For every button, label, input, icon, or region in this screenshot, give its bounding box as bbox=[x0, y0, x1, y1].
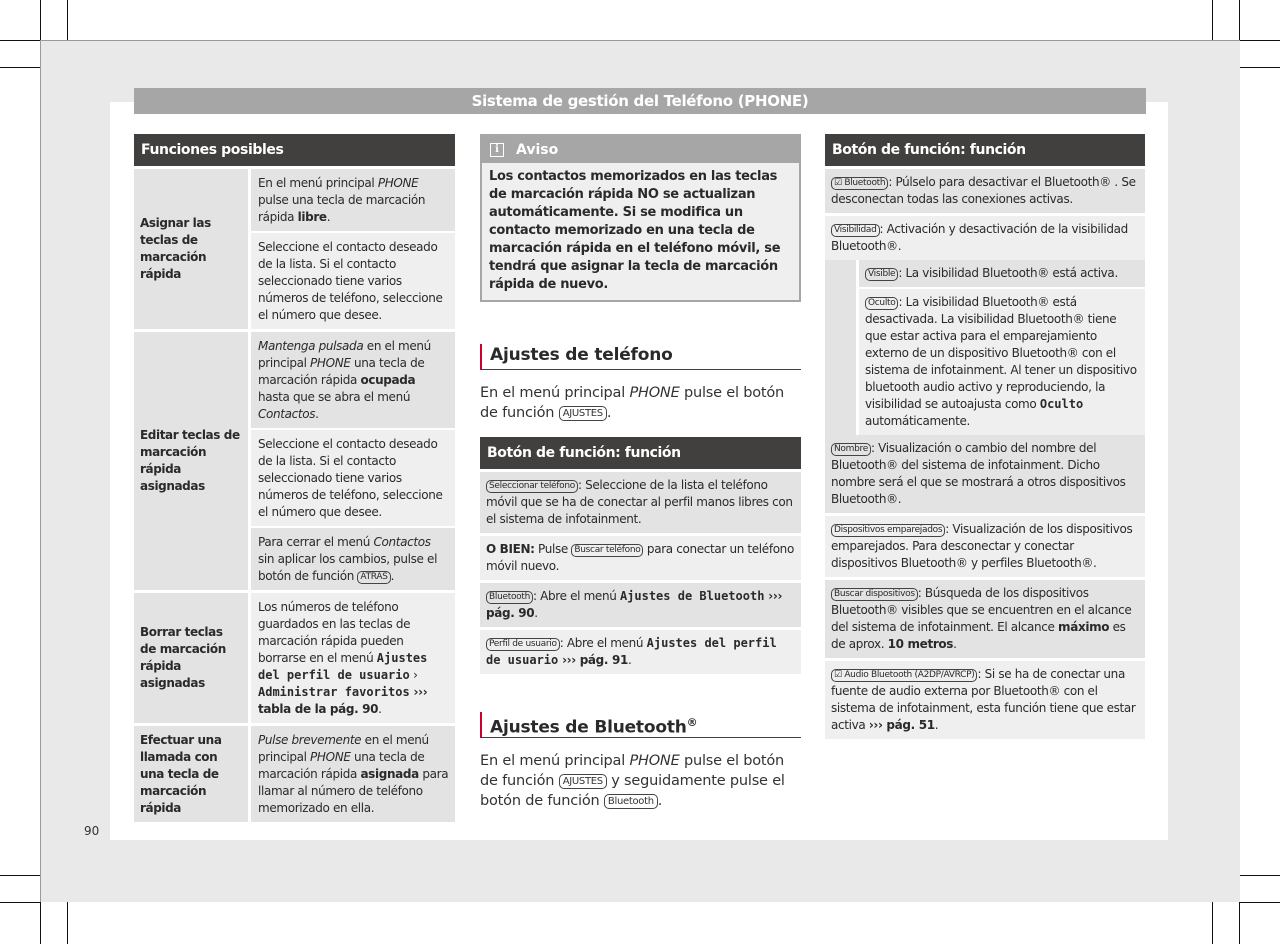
table-cell: Para cerrar el menú Contactos sin aplicar los cambios, pulse el botón de función ATRAS . bbox=[251, 526, 455, 590]
crop-mark bbox=[0, 40, 40, 41]
name-key-label: Nombre bbox=[831, 443, 871, 456]
table-row: Seleccionar teléfono : Seleccione de la lista el teléfono móvil que se ha de conectar al perfil manos libres con el sistema de infotainment. bbox=[480, 469, 801, 533]
crop-mark bbox=[1212, 902, 1213, 944]
table-cell: Mantenga pulsada en el menú principal PHONE una tecla de marcación rápida ocupada hasta que se abra el menú Contactos. bbox=[251, 332, 455, 428]
crop-mark bbox=[1240, 902, 1280, 903]
crop-mark bbox=[1240, 875, 1280, 876]
bluetooth-function-table bbox=[825, 134, 1145, 739]
info-icon: i bbox=[490, 143, 504, 157]
table-row: Buscar dispositivos : Búsqueda de los dispositivos Bluetooth® visibles que se encuentren en el alcance del sistema de infotainment. El alcance máximo es de aprox. 10 metros. bbox=[825, 577, 1145, 658]
indent-gutter bbox=[825, 260, 856, 435]
audio-bluetooth-key-label: ☑ Audio Bluetooth (A2DP/AVRCP) bbox=[831, 669, 977, 682]
table-row: ☑ Bluetooth : Púlselo para desactivar el Bluetooth® . Se desconectan todas las conexiones activas. bbox=[825, 166, 1145, 213]
crop-mark bbox=[40, 902, 41, 944]
table-cell: Pulse brevemente en el menú principal PHONE una tecla de marcación rápida asignada para llamar al número de teléfono memorizado en ella. bbox=[251, 726, 455, 822]
visibility-key-label: Visibilidad bbox=[831, 224, 880, 237]
notice-header bbox=[482, 136, 799, 163]
notice-box bbox=[480, 134, 801, 302]
table-header: Botón de función: función bbox=[825, 134, 1145, 166]
notice-title: Aviso bbox=[516, 141, 559, 158]
crop-mark bbox=[67, 902, 68, 944]
row-label: Borrar teclas de marcación rápida asignadas bbox=[134, 593, 248, 723]
table-cell: Seleccione el contacto deseado de la lista. Si el contacto seleccionado tiene varios números de teléfono, seleccione el número que desee. bbox=[251, 231, 455, 329]
bluetooth-key-label: Bluetooth bbox=[486, 591, 533, 604]
table-row: Oculto : La visibilidad Bluetooth® está desactivada. La visibilidad Bluetooth® tiene que estar activa para el emparejamiento externo de un dispositivo Bluetooth® con el sistema de infotainment. Al tener un dispositivo bluetooth audio activo y reproduciendo, la visibilidad se autoajusta como Oculto automáticamente. bbox=[859, 287, 1145, 435]
section-title-phone-settings: Ajustes de teléfono bbox=[480, 344, 801, 370]
crop-mark bbox=[0, 875, 40, 876]
user-profile-key-label: Perfil de usuario bbox=[486, 638, 560, 651]
table-header: Funciones posibles bbox=[134, 134, 455, 166]
table-row: Perfil de usuario : Abre el menú Ajustes del perfil de usuario ››› pág. 91. bbox=[480, 627, 801, 674]
page-reference-link[interactable]: ››› pág. 51 bbox=[868, 718, 935, 732]
table-row: O BIEN: Pulse Buscar teléfono para conectar un teléfono móvil nuevo. bbox=[480, 533, 801, 580]
atras-key-label: ATRAS bbox=[357, 571, 390, 584]
table-cell: Los números de teléfono guardados en las teclas de marcación rápida pueden borrarse en el menú Ajustes del perfil de usuario › Administrar favoritos ››› tabla de la pág. 90. bbox=[251, 593, 455, 723]
page-reference-link[interactable]: ››› tabla de la pág. 90 bbox=[258, 685, 428, 716]
table-row-assign bbox=[134, 166, 455, 329]
crop-mark bbox=[1240, 67, 1280, 68]
table-header: Botón de función: función bbox=[480, 437, 801, 469]
crop-mark bbox=[67, 0, 68, 40]
page-header-title: Sistema de gestión del Teléfono (PHONE) bbox=[134, 88, 1146, 114]
table-cell: Seleccione el contacto deseado de la lista. Si el contacto seleccionado tiene varios números de teléfono, seleccione el número que desee. bbox=[251, 428, 455, 526]
table-row: Bluetooth : Abre el menú Ajustes de Bluetooth ››› pág. 90. bbox=[480, 580, 801, 627]
visibility-subrows bbox=[825, 260, 1145, 435]
ajustes-key-label: AJUSTES bbox=[559, 406, 607, 421]
functions-table bbox=[134, 134, 455, 822]
crop-mark bbox=[40, 0, 41, 40]
paired-devices-key-label: Dispositivos emparejados bbox=[831, 524, 945, 537]
select-phone-key-label: Seleccionar teléfono bbox=[486, 480, 578, 493]
page-reference-link[interactable]: ››› pág. 91 bbox=[558, 653, 628, 667]
section-body: En el menú principal PHONE pulse el botón de función AJUSTES y seguidamente pulse el botón de función Bluetooth . bbox=[480, 753, 785, 809]
crop-mark bbox=[1239, 0, 1240, 40]
page-reference-link[interactable]: ››› pág. 90 bbox=[486, 589, 783, 620]
table-cell: En el menú principal PHONE pulse una tecla de marcación rápida libre. bbox=[251, 169, 455, 231]
crop-mark bbox=[1212, 0, 1213, 40]
table-row: Nombre : Visualización o cambio del nombre del Bluetooth® del sistema de infotainment. Dicho nombre será el que se mostrará a otros dispositivos Bluetooth®. bbox=[825, 435, 1145, 513]
table-row-edit bbox=[134, 329, 455, 590]
table-row-delete bbox=[134, 590, 455, 723]
table-row-call bbox=[134, 723, 455, 822]
crop-mark bbox=[1240, 40, 1280, 41]
section-body: En el menú principal PHONE pulse el botón de función AJUSTES . bbox=[480, 385, 785, 421]
page-number: 90 bbox=[84, 824, 100, 838]
table-row: Dispositivos emparejados : Visualización de los dispositivos emparejados. Para desconectar y conectar dispositivos Bluetooth® y perfiles Bluetooth®. bbox=[825, 513, 1145, 577]
section-title-bluetooth-settings: Ajustes de Bluetooth® bbox=[480, 712, 801, 738]
crop-mark bbox=[1239, 902, 1240, 944]
crop-mark bbox=[0, 902, 40, 903]
middle-column bbox=[480, 134, 801, 811]
bluetooth-toggle-key-label: ☑ Bluetooth bbox=[831, 177, 888, 190]
search-phone-key-label: Buscar teléfono bbox=[571, 544, 643, 557]
ajustes-key-label: AJUSTES bbox=[559, 774, 607, 789]
hidden-key-label: Oculto bbox=[865, 297, 898, 310]
notice-body: Los contactos memorizados en las teclas de marcación rápida NO se actualizan automáticamente. Si se modifica un contacto memorizado en una tecla de marcación rápida en el teléfono móvil, se tendrá que asignar la tecla de marcación rápida de nuevo. bbox=[489, 169, 781, 292]
function-button-table bbox=[480, 437, 801, 674]
bluetooth-key-label: Bluetooth bbox=[604, 794, 658, 809]
search-devices-key-label: Buscar dispositivos bbox=[831, 588, 918, 601]
crop-mark bbox=[0, 67, 40, 68]
row-label: Editar teclas de marcación rápida asignadas bbox=[134, 332, 248, 590]
table-row: Visibilidad : Activación y desactivación de la visibilidad Bluetooth®. bbox=[825, 213, 1145, 260]
table-row: ☑ Audio Bluetooth (A2DP/AVRCP) : Si se ha de conectar una fuente de audio externa por Bluetooth® con el sistema de infotainment, esta función tiene que estar activa ››› pág. 51. bbox=[825, 658, 1145, 739]
visible-key-label: Visible bbox=[865, 268, 898, 281]
table-row: Visible : La visibilidad Bluetooth® está activa. bbox=[859, 260, 1145, 287]
row-label: Asignar las teclas de marcación rápida bbox=[134, 169, 248, 329]
row-label: Efectuar una llamada con una tecla de marcación rápida bbox=[134, 726, 248, 822]
